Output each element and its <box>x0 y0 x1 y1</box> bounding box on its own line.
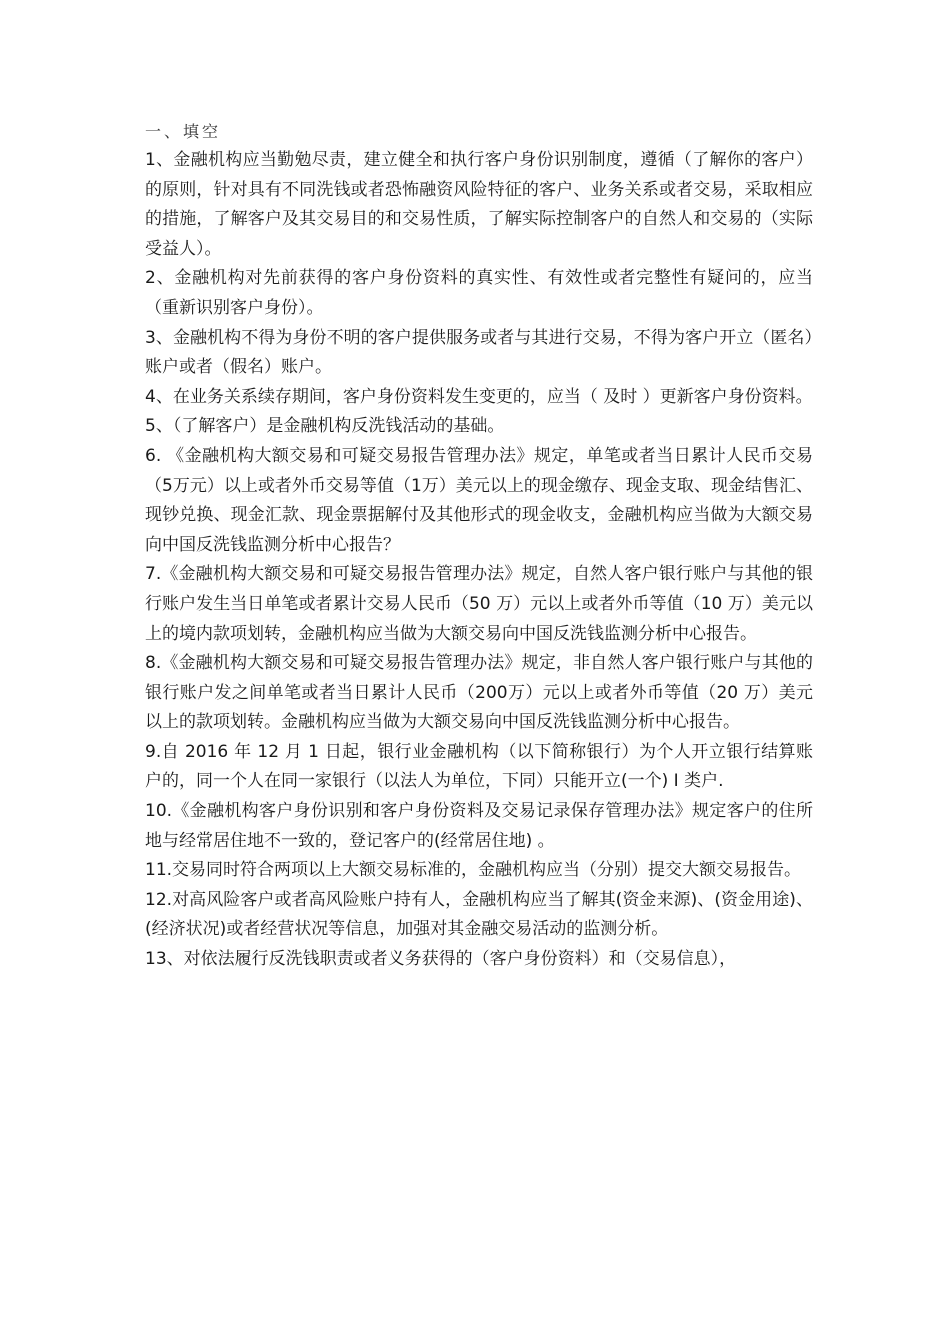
question-item-3: 3、金融机构不得为身份不明的客户提供服务或者与其进行交易，不得为客户开立（匿名）账户或者（假名）账户。 <box>145 327 813 378</box>
question-item-8: 8.《金融机构大额交易和可疑交易报告管理办法》规定，非自然人客户银行账户与其他的银行账户发之间单笔或者当日累计人民币（200万）元以上或者外币等值（20 万）美元以上的款项划转。金融机构应当做为大额交易向中国反洗钱监测分析中心报告。 <box>145 653 813 733</box>
question-item-10: 10.《金融机构客户身份识别和客户身份资料及交易记录保存管理办法》规定客户的住所地与经常居住地不一致的，登记客户的(经常居住地) 。 <box>145 801 813 851</box>
document-body <box>145 118 813 975</box>
question-item-7: 7.《金融机构大额交易和可疑交易报告管理办法》规定，自然人客户银行账户与其他的银行账户发生当日单笔或者累计交易人民币（50 万）元以上或者外币等值（10 万）美元以上的境内款项划转，金融机构应当做为大额交易向中国反洗钱监测分析中心报告。 <box>145 564 813 644</box>
question-item-13: 13、对依法履行反洗钱职责或者义务获得的（客户身份资料）和（交易信息）， <box>145 949 737 970</box>
question-item-4: 4、在业务关系续存期间，客户身份资料发生变更的，应当（ 及时 ）更新客户身份资料。 <box>145 386 813 407</box>
question-item-12: 12.对高风险客户或者高风险账户持有人，金融机构应当了解其(资金来源)、(资金用途)、(经济状况)或者经营状况等信息，加强对其金融交易活动的监测分析。 <box>145 889 813 940</box>
section-title: 一、填空 <box>145 122 222 141</box>
question-item-5: 5、（了解客户）是金融机构反洗钱活动的基础。 <box>145 416 505 437</box>
question-item-11: 11.交易同时符合两项以上大额交易标准的，金融机构应当（分别）提交大额交易报告。 <box>145 860 802 881</box>
question-item-6: 6. 《金融机构大额交易和可疑交易报告管理办法》规定，单笔或者当日累计人民币交易（5万元）以上或者外币交易等值（1万）美元以上的现金缴存、现金支取、现金结售汇、现钞兑换、现金汇款、现金票据解付及其他形式的现金收支，金融机构应当做为大额交易向中国反洗钱监测分析中心报告？ <box>145 445 813 555</box>
question-item-2: 2、金融机构对先前获得的客户身份资料的真实性、有效性或者完整性有疑问的，应当（重新识别客户身份）。 <box>145 268 813 318</box>
question-item-1: 1、金融机构应当勤勉尽责，建立健全和执行客户身份识别制度，遵循（了解你的客户）的原则，针对具有不同洗钱或者恐怖融资风险特征的客户、业务关系或者交易，采取相应的措施，了解客户及其交易目的和交易性质，了解实际控制客户的自然人和交易的（实际受益人）。 <box>145 150 813 259</box>
question-item-9: 9.自 2016 年 12 月 1 日起，银行业金融机构（以下简称银行）为个人开立银行结算账户的，同一个人在同一家银行（以法人为单位，下同）只能开立(一个) I 类户. <box>145 741 813 792</box>
